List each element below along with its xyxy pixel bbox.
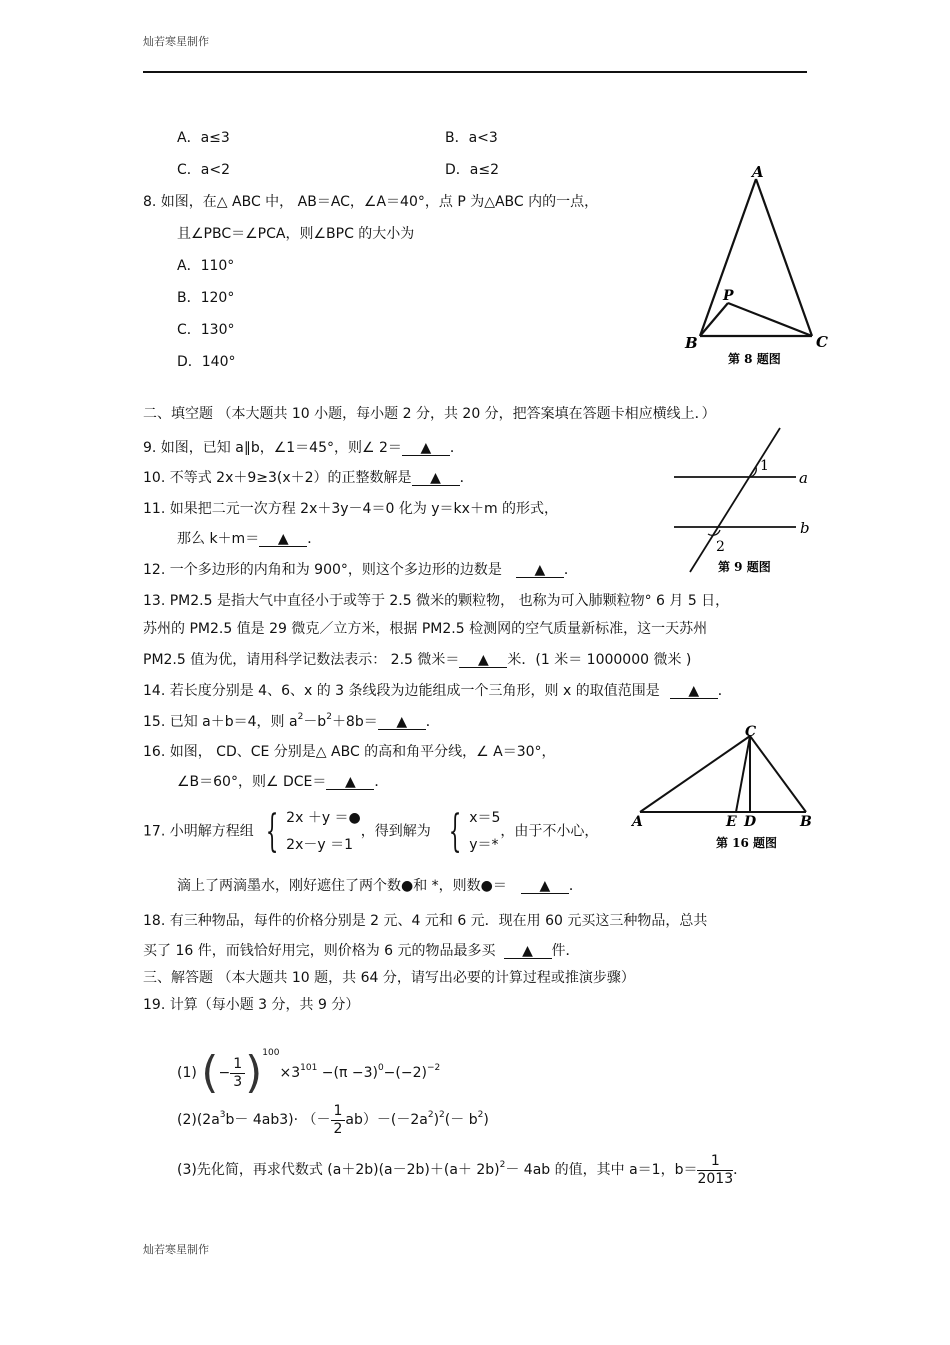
q15-exp1: 2 [297,712,304,722]
q12-blank: ▲ [516,563,564,578]
q14-end: ． [717,683,732,699]
q16-end: ． [374,774,389,790]
q16-side-bc [750,736,806,812]
q13-line3 [143,653,691,668]
q19-p1-rest2: −(−2) [383,1065,427,1081]
q15-mid1: －b [303,714,327,730]
q9-label-2: 2 [716,539,725,555]
q10-end: ． [459,470,474,486]
q10-text: 10. 不等式 2x＋9≥3(x＋2）的正整数解是 [143,470,412,486]
q19-p1-lparen: ( [201,1047,219,1098]
q15-text: 15. 已知 a＋b＝4，则 a [143,714,298,730]
q19-p2-post: ab）－(－2a [345,1112,428,1128]
q19-p2-e2b: 2 [439,1110,445,1120]
q17-mid: ，得到解为 [360,823,431,840]
q19-p3-num: 1 [697,1153,733,1170]
q19-p3-den: 2013 [697,1170,734,1187]
q19-p2-e3: 3 [219,1110,226,1120]
q16-label-c: C [745,724,757,740]
q17-sol1: x＝5 [469,810,501,826]
q8-line1: 8. 如图，在△ ABC 中， AB＝AC，∠A＝40°，点 P 为△ABC 内的一点， [143,194,599,210]
q17-blank: ▲ [521,879,569,894]
q18-line2 [143,944,580,959]
q8-label-a: A [752,165,764,181]
q16-line1: 16. 如图， CD、CE 分别是△ ABC 的高和角平分线，∠ A＝30°， [143,744,556,760]
q8-side-ac [756,179,812,336]
q8-line2: 且∠PBC＝∠PCA，则∠BPC 的大小为 [177,226,415,242]
q19-p2-e2a: 2 [427,1110,434,1120]
q16-label-b: B [800,814,812,830]
q17-end: ． [568,878,583,894]
q17-system-2 [469,805,500,858]
q19-p1-exp101: 101 [300,1063,318,1073]
q19-p2-post3: (－ b [444,1112,478,1128]
q12-end: ． [563,562,578,578]
q8-option-c: C．130° [177,322,235,338]
q11-line1: 11. 如果把二元一次方程 2x＋3y－4＝0 化为 y＝kx＋m 的形式， [143,501,559,517]
q7-option-d: D．a≤2 [445,162,499,178]
q9-caption: 第 9 题图 [718,560,771,574]
q19-p1-minus: − [218,1065,231,1081]
q17-brace-1: { [265,805,279,857]
q9-transversal [690,428,780,572]
q8-label-b: B [685,334,698,352]
q19-p3-exp: 2 [499,1160,506,1170]
q8-label-c: C [816,333,828,351]
q13-blank: ▲ [459,653,507,668]
q9-figure [668,420,823,580]
q9-label-a: a [799,469,808,487]
q19-part2 [177,1092,489,1138]
q19-p1-exp0: 0 [377,1063,384,1073]
q19-p2-fraction [331,1103,346,1136]
q17-text: 17. 小明解方程组 [143,823,254,840]
q8-option-a: A．110° [177,258,235,274]
q17-line1 [143,805,598,855]
q16-side-ac [640,736,750,812]
q19-p1-rparen: ) [245,1047,263,1098]
q19-part1 [177,1028,441,1098]
q11-end: ． [307,531,322,547]
q13-line2: 苏州的 PM2.5 值是 29 微克／立方米，根据 PM2.5 检测网的空气质量新标准，这一天苏州 [143,621,708,637]
q11-blank: ▲ [259,532,307,547]
section2-title: 二、填空题 （本大题共 10 小题，每小题 2 分，共 20 分，把答案填在答题卡相应横线上．） [143,406,716,422]
q9-text: 9. 如图，已知 a∥b，∠1＝45°，则∠ 2＝ [143,440,402,456]
q16-caption: 第 16 题图 [716,836,778,850]
q17-sol2: y＝* [469,836,499,853]
q15 [143,713,440,730]
header-rule [143,71,807,73]
q19-p3-fraction [697,1153,733,1186]
q19-p2-post4: ) [483,1112,489,1128]
q9-label-1: 1 [760,458,769,474]
q14-text: 14. 若长度分别是 4、6、x 的 3 条线段为边能组成一个三角形，则 x 的取值范围是 [143,683,660,699]
q15-exp2: 2 [326,712,332,722]
q15-blank: ▲ [378,715,426,730]
q11-text: 那么 k＋m＝ [177,531,260,547]
header-text: 灿若寒星制作 [143,35,209,48]
q16-label-e: E [726,814,737,830]
q18-blank: ▲ [504,944,552,959]
q7-option-b: B．a<3 [445,130,498,146]
q16-blank: ▲ [326,775,374,790]
q9-label-b: b [800,519,810,537]
footer-text: 灿若寒星制作 [143,1243,209,1256]
q19-p2-post2: ) [433,1112,440,1128]
q7-option-c: C．a<2 [177,162,230,178]
q19-p1-exp100: 100 [262,1048,280,1058]
q14-blank: ▲ [670,684,718,699]
q11-line2 [177,532,321,547]
q15-end: ． [425,714,440,730]
q19-p1-expm2: −2 [426,1063,441,1073]
q19-p1-rest1: −(π −3) [321,1065,378,1081]
q17-line2-text: 滴上了两滴墨水，刚好遮住了两个数●和 *，则数●＝ [177,878,507,894]
q13-line1: 13. PM2.5 是指大气中直径小于或等于 2.5 微米的颗粒物， 也称为可入肺颗粒物° 6 月 5 日， [143,593,730,609]
q7-option-a: A．a≤3 [177,130,230,146]
q16-line2 [177,775,388,790]
q19-p1-den: 3 [233,1073,243,1090]
q17-eq1: 2x ＋y ＝● [286,810,361,826]
q19-p2-den: 2 [333,1120,343,1137]
q17-post: ，由于不小心， [500,823,599,840]
q18-text: 买了 16 件，而钱恰好用完，则价格为 6 元的物品最多买 [143,943,496,959]
q16-segment-ce [736,736,750,812]
q18-end: 件． [551,943,580,959]
q19-title: 19. 计算（每小题 3 分，共 9 分） [143,997,360,1013]
q19-p2-mid: b－ 4ab3)· （－ [225,1112,331,1128]
q9 [143,441,464,456]
q19-p1-label: (1) [177,1065,197,1081]
q17-line2 [177,879,583,894]
q14 [143,684,732,699]
q8-option-b: B．120° [177,290,235,306]
q19-part3 [177,1142,747,1188]
q13-end: 米．(1 米＝ 1000000 微米 ) [507,652,692,668]
q8-segment-bp [700,303,728,336]
q19-p1-fraction [230,1056,245,1089]
q19-p2-e2c: 2 [477,1110,484,1120]
q13-text: PM2.5 值为优，请用科学记数法表示： 2.5 微米＝ [143,652,460,668]
q12-text: 12. 一个多边形的内角和为 900°，则这个多边形的边数是 [143,562,502,578]
q19-p3-post: ． [733,1162,748,1178]
q8-label-p: P [723,288,734,304]
q10-blank: ▲ [412,471,460,486]
section3-title: 三、解答题 （本大题共 10 题，共 64 分，请写出必要的计算过程或推演步骤） [143,970,635,986]
q19-p1-times: ×3 [279,1065,301,1081]
q19-p2-num: 1 [331,1103,346,1120]
q8-option-d: D．140° [177,354,236,370]
q8-figure [680,165,840,375]
q18-line1: 18. 有三种物品，每件的价格分别是 2 元、4 元和 6 元．现在用 60 元买这三种物品，总共 [143,913,708,929]
q16-text: ∠B＝60°，则∠ DCE＝ [177,774,327,790]
q16-label-a: A [632,814,643,830]
q19-p2-pre: (2)(2a [177,1112,220,1128]
q8-segment-pc [728,303,812,336]
q19-p3-pre: (3)先化简，再求代数式 (a＋2b)(a－2b)＋(a＋ 2b) [177,1162,500,1178]
q16-label-d: D [744,814,757,830]
q19-p3-mid: － 4ab 的值，其中 a＝1，b＝ [505,1162,698,1178]
q17-eq2: 2x－y ＝1 [286,836,354,853]
q15-mid2: ＋8b＝ [331,714,378,730]
q9-end: ． [449,440,464,456]
q8-caption: 第 8 题图 [728,352,781,366]
q17-system-1 [286,805,361,858]
q10 [143,471,474,486]
q17-brace-2: { [448,805,462,857]
q19-p1-num: 1 [230,1056,245,1073]
q12 [143,563,578,578]
q16-figure [628,722,818,857]
q9-blank: ▲ [402,441,450,456]
q8-side-ab [700,179,756,336]
